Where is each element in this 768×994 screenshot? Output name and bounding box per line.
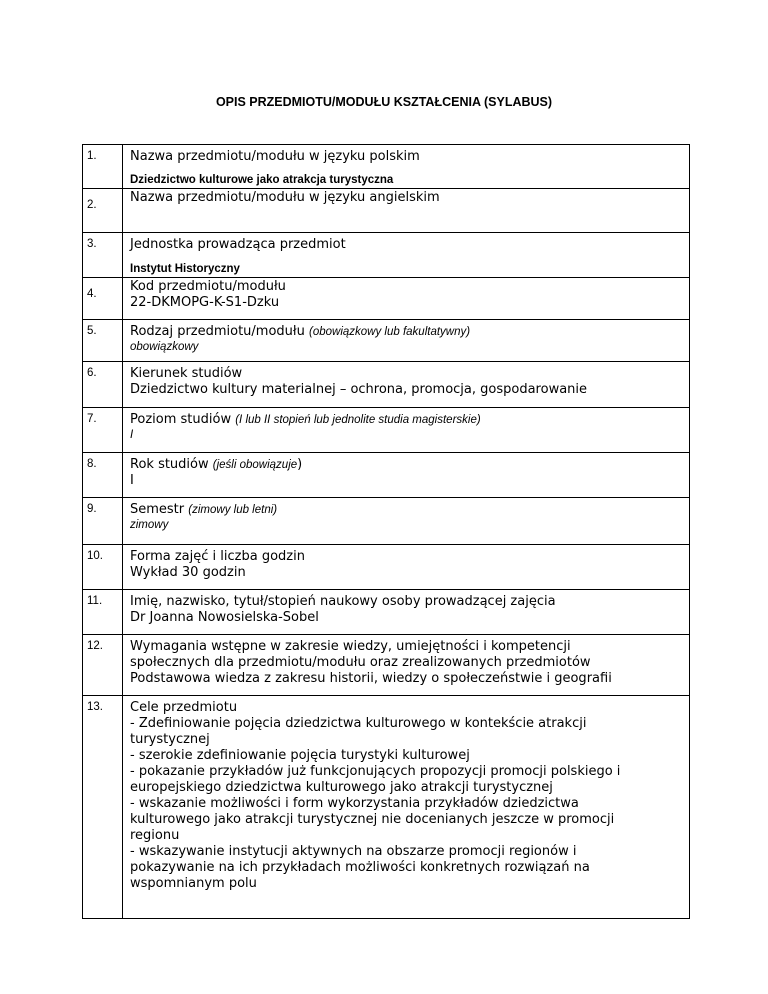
table-row <box>83 545 690 590</box>
row-label: Cele przedmiotu <box>130 700 238 715</box>
objective-line: - pokazanie przykładów już funkcjonujących propozycji promocji polskiego i <box>130 764 621 779</box>
row-number: 5. <box>83 320 123 362</box>
row-number: 10. <box>83 545 123 590</box>
field-of-study: Dziedzictwo kultury materialnej – ochrona, promocja, gospodarowanie <box>130 382 588 397</box>
lecturer-name: Dr Joanna Nowosielska-Sobel <box>130 610 319 625</box>
objective-line: wspomnianym polu <box>130 876 257 891</box>
study-level: I <box>130 429 134 441</box>
row-hint: (zimowy lub letni) <box>188 504 278 516</box>
table-row <box>83 635 690 696</box>
row-number: 3. <box>83 233 123 278</box>
row-label: Rok studiów <box>130 457 209 472</box>
syllabus-table <box>82 144 690 919</box>
objective-line: - wskazanie możliwości i form wykorzystania przykładów dziedzictwa <box>130 796 579 811</box>
row-number: 4. <box>83 278 123 320</box>
row-number: 6. <box>83 362 123 408</box>
row-number: 12. <box>83 635 123 696</box>
row-number: 2. <box>83 189 123 233</box>
row-number: 8. <box>83 453 123 498</box>
table-row <box>83 233 690 278</box>
prerequisites: Podstawowa wiedza z zakresu historii, wiedzy o społeczeństwie i geografii <box>130 671 612 686</box>
row-label: Kierunek studiów <box>130 366 243 381</box>
row-number: 9. <box>83 498 123 545</box>
row-label: Kod przedmiotu/modułu <box>130 279 286 294</box>
objective-line: regionu <box>130 828 180 843</box>
row-label: Nazwa przedmiotu/modułu w języku angielskim <box>130 190 440 205</box>
row-number: 1. <box>83 145 123 189</box>
row-label: Nazwa przedmiotu/modułu w języku polskim <box>130 149 420 164</box>
row-number: 13. <box>83 696 123 919</box>
row-label: Forma zajęć i liczba godzin <box>130 549 305 564</box>
semester: zimowy <box>130 519 169 531</box>
row-label: Jednostka prowadząca przedmiot <box>130 237 346 252</box>
row-hint: (obowiązkowy lub fakultatywny) <box>309 326 471 338</box>
table-row <box>83 696 690 919</box>
table-row: 8. Rok studiów (jeśli obowiązuje) I <box>83 453 690 498</box>
row-label-line: społecznych dla przedmiotu/modułu oraz zrealizowanych przedmiotów <box>130 655 591 670</box>
row-label: Poziom studiów <box>130 412 232 427</box>
table-row <box>83 189 690 233</box>
table-row <box>83 590 690 635</box>
course-code: 22-DKMOPG-K-S1-Dzku <box>130 295 280 310</box>
row-label-line: Wymagania wstępne w zakresie wiedzy, umiejętności i kompetencji <box>130 639 571 654</box>
row-label: Semestr <box>130 502 185 517</box>
study-year: I <box>130 473 134 488</box>
document-title: OPIS PRZEDMIOTU/MODUŁU KSZTAŁCENIA (SYLABUS) <box>215 95 553 109</box>
objective-line: - wskazywanie instytucji aktywnych na obszarze promocji regionów i <box>130 844 577 859</box>
table-row <box>83 278 690 320</box>
course-name-pl: Dziedzictwo kulturowe jako atrakcja turystyczna <box>130 174 394 186</box>
row-number: 7. <box>83 408 123 453</box>
objective-line: - szerokie zdefiniowanie pojęcia turystyki kulturowej <box>130 748 470 763</box>
objective-line: europejskiego dziedzictwa kulturowego jako atrakcji turystycznej <box>130 780 553 795</box>
table-row <box>83 320 690 362</box>
row-label: Imię, nazwisko, tytuł/stopień naukowy osoby prowadzącej zajęcia <box>130 594 556 609</box>
table-row <box>83 145 690 189</box>
table-row <box>83 498 690 545</box>
row-label: Rodzaj przedmiotu/modułu <box>130 324 305 339</box>
objective-line: kulturowego jako atrakcji turystycznej nie docenianych jeszcze w promocji <box>130 812 615 827</box>
unit-name: Instytut Historyczny <box>130 263 240 275</box>
row-hint: (jeśli obowiązuje <box>212 459 298 471</box>
table-row <box>83 362 690 408</box>
course-type: obowiązkowy <box>130 341 199 353</box>
objective-line: turystycznej <box>130 732 210 747</box>
objective-line: - Zdefiniowanie pojęcia dziedzictwa kulturowego w kontekście atrakcji <box>130 716 587 731</box>
table-row <box>83 408 690 453</box>
class-form-hours: Wykład 30 godzin <box>130 565 246 580</box>
row-number: 11. <box>83 590 123 635</box>
objective-line: pokazywanie na ich przykładach możliwości konkretnych rozwiązań na <box>130 860 590 875</box>
row-hint: (I lub II stopień lub jednolite studia magisterskie) <box>235 414 481 426</box>
